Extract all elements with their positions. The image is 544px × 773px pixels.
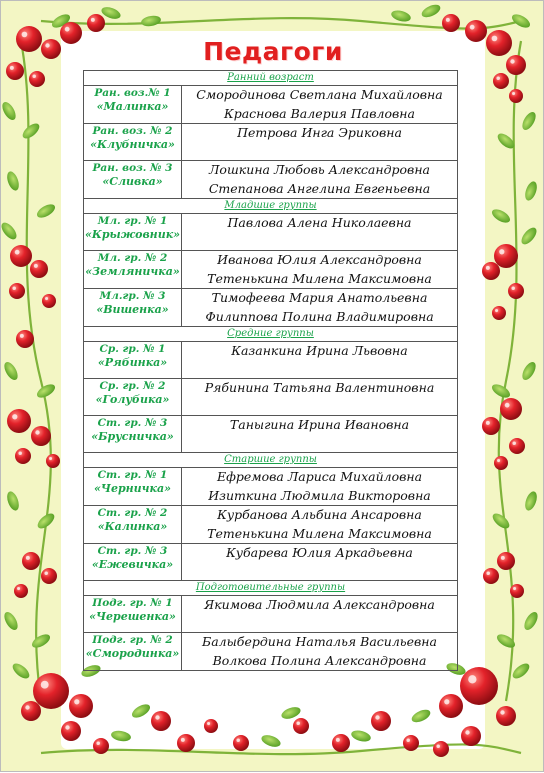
berry-decoration — [494, 244, 518, 268]
group-cell — [84, 342, 182, 379]
berry-highlight-decoration — [18, 451, 22, 455]
group-row — [84, 633, 458, 671]
berry-highlight-decoration — [12, 286, 16, 290]
berry-highlight-decoration — [512, 92, 515, 95]
group-number: Ст. гр. № 3 — [97, 417, 168, 429]
teacher-name: Филиппова Полина Владимировна — [205, 308, 434, 324]
berry-decoration — [483, 568, 499, 584]
berry-decoration — [496, 706, 516, 726]
berry-highlight-decoration — [74, 699, 79, 704]
group-cell — [84, 379, 182, 416]
group-name: «Брусничка» — [91, 430, 174, 443]
berry-highlight-decoration — [96, 741, 100, 745]
section-header-row — [84, 199, 458, 214]
leaf-decoration — [130, 702, 152, 721]
teachers-cell — [182, 544, 458, 581]
group-row — [84, 596, 458, 633]
group-cell — [84, 124, 182, 161]
berry-highlight-decoration — [499, 249, 504, 254]
berry-decoration — [41, 568, 57, 584]
group-name: «Ежевичка» — [91, 558, 174, 571]
leaf-decoration — [490, 382, 512, 401]
group-row — [84, 289, 458, 327]
leaf-decoration — [2, 610, 21, 632]
berry-decoration — [46, 454, 60, 468]
group-row — [84, 214, 458, 251]
berry-highlight-decoration — [12, 414, 17, 419]
leaf-decoration — [260, 733, 282, 749]
berry-decoration — [233, 735, 249, 751]
leaf-decoration — [523, 490, 539, 512]
berry-decoration — [439, 694, 463, 718]
group-name: «Черешенка» — [89, 610, 176, 623]
leaf-decoration — [520, 110, 539, 132]
group-number: Ран. воз. № 3 — [92, 162, 173, 174]
berry-decoration — [30, 260, 48, 278]
teacher-name: Степанова Ангелина Евгеньевна — [208, 180, 431, 196]
berry-highlight-decoration — [181, 738, 185, 742]
group-name: «Земляничка» — [85, 265, 180, 278]
berry-highlight-decoration — [49, 457, 52, 460]
berry-highlight-decoration — [444, 699, 449, 704]
berry-highlight-decoration — [496, 76, 500, 80]
berry-decoration — [93, 738, 109, 754]
group-cell — [84, 544, 182, 581]
group-cell — [84, 161, 182, 199]
teacher-name: Тетенькина Милена Максимовна — [207, 525, 432, 541]
group-name: «Вишенка» — [96, 303, 169, 316]
teachers-cell — [182, 379, 458, 416]
group-row — [84, 342, 458, 379]
berry-decoration — [332, 734, 350, 752]
leaf-decoration — [5, 170, 21, 192]
section-label: Ранний возраст — [84, 71, 458, 86]
group-name: «Черничка» — [94, 482, 171, 495]
berry-highlight-decoration — [32, 74, 36, 78]
teacher-name: Тимофеева Мария Анатольевна — [211, 290, 428, 305]
berry-decoration — [509, 89, 523, 103]
group-row — [84, 251, 458, 289]
berry-decoration — [508, 283, 524, 299]
berry-highlight-decoration — [375, 715, 379, 719]
berry-highlight-decoration — [505, 403, 510, 408]
berry-decoration — [494, 456, 508, 470]
teacher-name: Павлова Алена Николаевна — [227, 215, 412, 230]
berry-decoration — [69, 694, 93, 718]
berry-decoration — [15, 448, 31, 464]
section-label: Старшие группы — [84, 453, 458, 468]
berry-decoration — [460, 667, 498, 705]
berry-decoration — [33, 673, 69, 709]
leaf-decoration — [35, 202, 57, 221]
group-number: Ст. гр. № 2 — [97, 507, 168, 519]
berry-decoration — [42, 294, 56, 308]
group-row — [84, 379, 458, 416]
berry-decoration — [151, 711, 171, 731]
group-cell — [84, 633, 182, 671]
berry-highlight-decoration — [15, 250, 20, 255]
group-row — [84, 161, 458, 199]
section-header-row — [84, 453, 458, 468]
berry-decoration — [492, 306, 506, 320]
group-number: Ран. воз. № 2 — [92, 125, 173, 137]
leaf-decoration — [5, 490, 21, 512]
leaf-decoration — [390, 9, 412, 24]
leaf-decoration — [490, 511, 512, 532]
group-number: Ран. воз.№ 1 — [94, 87, 171, 99]
teacher-name: Якимова Людмила Александровна — [204, 597, 435, 612]
group-name: «Сливка» — [102, 175, 163, 188]
section-header-row — [84, 327, 458, 342]
berry-decoration — [9, 283, 25, 299]
group-number: Ср. гр. № 2 — [99, 380, 166, 392]
berry-highlight-decoration — [26, 556, 30, 560]
berry-highlight-decoration — [446, 18, 450, 22]
berry-highlight-decoration — [465, 730, 469, 734]
berry-decoration — [442, 14, 460, 32]
berry-decoration — [509, 438, 525, 454]
berry-decoration — [433, 741, 449, 757]
teacher-name: Рябинина Татьяна Валентиновна — [204, 380, 435, 395]
berry-highlight-decoration — [34, 264, 38, 268]
teachers-cell — [182, 342, 458, 379]
group-number: Подг. гр. № 1 — [92, 597, 173, 609]
teachers-cell — [182, 633, 458, 671]
group-name: «Клубничка» — [90, 138, 175, 151]
berry-highlight-decoration — [10, 66, 14, 70]
group-row — [84, 124, 458, 161]
berry-decoration — [482, 417, 500, 435]
group-cell — [84, 416, 182, 453]
berry-decoration — [293, 718, 309, 734]
group-name: «Малинка» — [96, 100, 169, 113]
berry-decoration — [16, 330, 34, 348]
leaf-decoration — [10, 661, 32, 682]
berry-highlight-decoration — [406, 738, 410, 742]
section-label: Средние группы — [84, 327, 458, 342]
berry-highlight-decoration — [91, 18, 95, 22]
berry-decoration — [204, 719, 218, 733]
leaf-decoration — [410, 707, 432, 725]
teacher-name: Изиткина Людмила Викторовна — [208, 487, 431, 503]
leaf-decoration — [420, 2, 442, 20]
staff-table-body — [84, 71, 458, 671]
berry-highlight-decoration — [470, 25, 475, 30]
berry-decoration — [461, 726, 481, 746]
berry-decoration — [403, 735, 419, 751]
leaf-decoration — [140, 14, 161, 27]
group-cell — [84, 214, 182, 251]
leaf-decoration — [110, 729, 131, 742]
berry-decoration — [493, 73, 509, 89]
berry-highlight-decoration — [501, 556, 505, 560]
leaf-decoration — [523, 180, 539, 202]
leaf-decoration — [510, 12, 532, 31]
group-name: «Рябинка» — [97, 356, 168, 369]
leaf-decoration — [20, 121, 42, 142]
teachers-cell — [182, 506, 458, 544]
berry-decoration — [500, 398, 522, 420]
teachers-cell — [182, 124, 458, 161]
berry-highlight-decoration — [513, 587, 516, 590]
berry-highlight-decoration — [45, 297, 48, 300]
berry-highlight-decoration — [17, 587, 20, 590]
teachers-cell — [182, 289, 458, 327]
leaf-decoration — [522, 610, 541, 632]
group-cell — [84, 468, 182, 506]
berry-decoration — [10, 245, 32, 267]
teachers-cell — [182, 214, 458, 251]
berry-highlight-decoration — [512, 441, 516, 445]
berry-highlight-decoration — [296, 721, 300, 725]
berry-highlight-decoration — [500, 710, 504, 714]
page-title: Педагоги — [203, 37, 343, 66]
group-cell — [84, 596, 182, 633]
teacher-name: Иванова Юлия Александровна — [217, 252, 422, 267]
section-header-row — [84, 71, 458, 86]
berry-decoration — [87, 14, 105, 32]
teachers-cell — [182, 161, 458, 199]
group-cell — [84, 251, 182, 289]
group-cell — [84, 506, 182, 544]
teacher-name: Волкова Полина Александровна — [212, 652, 427, 668]
teacher-name: Лошкина Любовь Александровна — [209, 162, 431, 177]
berry-highlight-decoration — [495, 309, 498, 312]
teacher-name: Петрова Инга Эриковна — [237, 125, 402, 140]
berry-highlight-decoration — [336, 738, 340, 742]
berry-decoration — [61, 721, 81, 741]
teachers-cell — [182, 251, 458, 289]
berry-highlight-decoration — [44, 571, 48, 575]
group-row — [84, 506, 458, 544]
group-name: «Смородинка» — [85, 647, 180, 660]
section-header-row — [84, 581, 458, 596]
berry-highlight-decoration — [35, 430, 39, 434]
group-name: «Калинка» — [97, 520, 168, 533]
berry-highlight-decoration — [65, 27, 70, 32]
teacher-name: Балыбердина Наталья Васильевна — [202, 634, 437, 649]
teachers-cell — [182, 596, 458, 633]
section-label: Подготовительные группы — [84, 581, 458, 596]
leaf-decoration — [30, 632, 52, 651]
leaf-decoration — [490, 207, 512, 226]
teacher-name: Ефремова Лариса Михайловна — [216, 469, 423, 484]
berry-decoration — [482, 262, 500, 280]
berry-highlight-decoration — [207, 722, 210, 725]
berry-highlight-decoration — [468, 675, 476, 683]
teachers-cell — [182, 86, 458, 124]
berry-decoration — [31, 426, 51, 446]
group-row — [84, 416, 458, 453]
berry-highlight-decoration — [236, 738, 240, 742]
berry-highlight-decoration — [155, 715, 159, 719]
berry-highlight-decoration — [41, 681, 49, 689]
staff-table — [83, 70, 458, 671]
group-number: Мл. гр. № 2 — [97, 252, 168, 264]
leaf-decoration — [2, 360, 21, 382]
berry-decoration — [7, 409, 31, 433]
group-number: Ср. гр. № 1 — [99, 343, 166, 355]
group-name: «Крыжовник» — [84, 228, 181, 241]
berry-highlight-decoration — [497, 459, 500, 462]
berry-highlight-decoration — [65, 725, 69, 729]
teacher-name: Курбанова Альбина Ансаровна — [217, 507, 422, 522]
berry-decoration — [29, 71, 45, 87]
berry-decoration — [497, 552, 515, 570]
berry-highlight-decoration — [486, 266, 490, 270]
teachers-cell — [182, 416, 458, 453]
group-number: Мл.гр. № 3 — [99, 290, 166, 302]
section-label: Младшие группы — [84, 199, 458, 214]
group-row — [84, 544, 458, 581]
berry-decoration — [14, 584, 28, 598]
group-number: Ст. гр. № 3 — [97, 545, 168, 557]
berry-highlight-decoration — [436, 744, 440, 748]
teacher-name: Кубарева Юлия Аркадьевна — [226, 545, 413, 560]
teacher-name: Смородинова Светлана Михайловна — [196, 87, 443, 102]
leaf-decoration — [510, 661, 532, 682]
berry-highlight-decoration — [511, 286, 515, 290]
group-row — [84, 468, 458, 506]
berry-decoration — [22, 552, 40, 570]
berry-decoration — [510, 584, 524, 598]
berry-highlight-decoration — [486, 421, 490, 425]
leaf-decoration — [1, 100, 18, 122]
group-cell — [84, 86, 182, 124]
group-name: «Голубика» — [95, 393, 170, 406]
teachers-cell — [182, 468, 458, 506]
leaf-decoration — [1, 220, 19, 242]
group-number: Мл. гр. № 1 — [97, 215, 168, 227]
berry-highlight-decoration — [486, 571, 490, 575]
leaf-decoration — [35, 382, 57, 401]
teacher-name: Таныгина Ирина Ивановна — [229, 417, 410, 432]
berry-decoration — [177, 734, 195, 752]
berry-decoration — [21, 701, 41, 721]
group-number: Подг. гр. № 2 — [92, 634, 173, 646]
berry-highlight-decoration — [25, 705, 29, 709]
leaf-decoration — [519, 225, 540, 247]
leaf-decoration — [350, 729, 372, 744]
group-number: Ст. гр. № 1 — [97, 469, 168, 481]
teacher-name: Тетенькина Милена Максимовна — [207, 270, 432, 286]
berry-highlight-decoration — [20, 334, 24, 338]
leaf-decoration — [520, 360, 539, 382]
teacher-name: Казанкина Ирина Львовна — [231, 343, 408, 358]
group-cell — [84, 289, 182, 327]
group-row — [84, 86, 458, 124]
berry-decoration — [371, 711, 391, 731]
teacher-name: Краснова Валерия Павловна — [224, 105, 415, 121]
